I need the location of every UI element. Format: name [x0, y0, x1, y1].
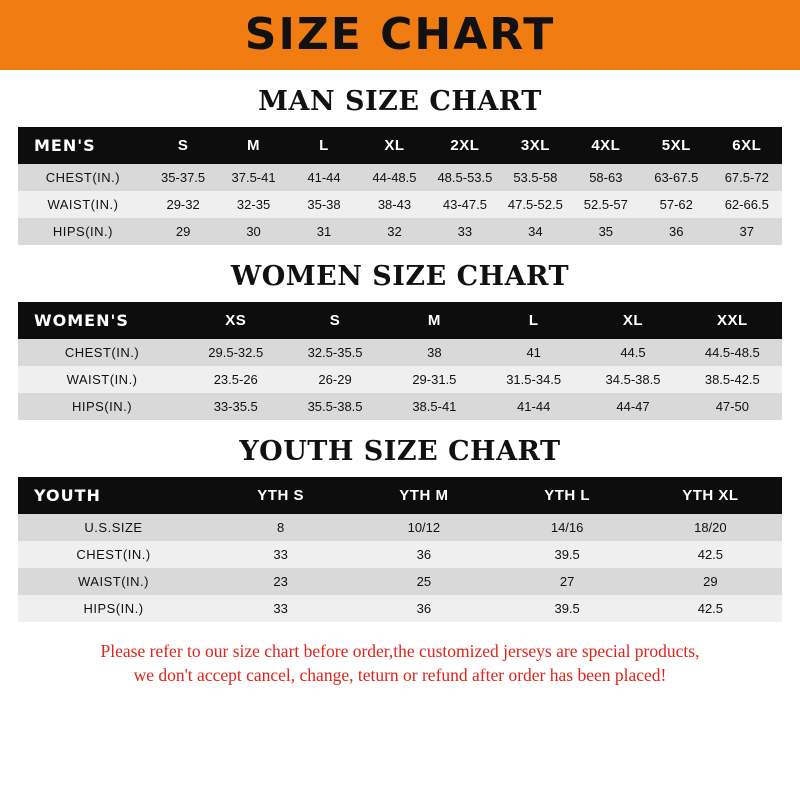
men-size-table: [18, 127, 782, 245]
women-chest-l: 41: [484, 339, 583, 366]
men-chest-m: 37.5-41: [218, 164, 288, 191]
youth-chest-l: 39.5: [496, 541, 639, 568]
table-header-row: [18, 477, 782, 514]
youth-header-l: YTH L: [496, 477, 639, 514]
men-chest-l: 41-44: [289, 164, 359, 191]
men-chest-6xl: 67.5-72: [712, 164, 783, 191]
women-waist-l: 31.5-34.5: [484, 366, 583, 393]
youth-waist-l: 27: [496, 568, 639, 595]
men-header-m: M: [218, 127, 288, 164]
women-waist-xs: 23.5-26: [186, 366, 285, 393]
women-waist-m: 29-31.5: [385, 366, 484, 393]
men-hips-2xl: 33: [430, 218, 500, 245]
men-header-5xl: 5XL: [641, 127, 711, 164]
women-waist-s: 26-29: [285, 366, 384, 393]
women-hips-xs: 33-35.5: [186, 393, 285, 420]
men-header-4xl: 4XL: [571, 127, 641, 164]
youth-row-label-ussize: U.S.SIZE: [18, 514, 209, 541]
men-hips-m: 30: [218, 218, 288, 245]
women-size-table: [18, 302, 782, 420]
women-waist-xxl: 38.5-42.5: [683, 366, 782, 393]
women-section-title: WOMEN SIZE CHART: [230, 261, 570, 292]
youth-row-label-hips: HIPS(IN.): [18, 595, 209, 622]
chart-content: [0, 86, 800, 687]
men-header-xl: XL: [359, 127, 429, 164]
men-table-body: [18, 164, 782, 245]
women-row-label-waist: WAIST(IN.): [18, 366, 186, 393]
men-chest-4xl: 58-63: [571, 164, 641, 191]
women-header-xs: XS: [186, 302, 285, 339]
men-header-3xl: 3XL: [500, 127, 570, 164]
men-waist-s: 29-32: [148, 191, 218, 218]
youth-waist-m: 25: [352, 568, 495, 595]
youth-row-label-chest: CHEST(IN.): [18, 541, 209, 568]
youth-header-xl: YTH XL: [639, 477, 782, 514]
women-header-l: L: [484, 302, 583, 339]
men-waist-2xl: 43-47.5: [430, 191, 500, 218]
men-hips-4xl: 35: [571, 218, 641, 245]
table-row: [18, 541, 782, 568]
youth-chest-m: 36: [352, 541, 495, 568]
men-chest-s: 35-37.5: [148, 164, 218, 191]
youth-size-table: [18, 477, 782, 622]
table-row: [18, 595, 782, 622]
youth-hips-xl: 42.5: [639, 595, 782, 622]
table-row: [18, 218, 782, 245]
women-hips-xl: 44-47: [583, 393, 682, 420]
table-row: [18, 191, 782, 218]
youth-section-title: YOUTH SIZE CHART: [239, 436, 561, 467]
women-chest-m: 38: [385, 339, 484, 366]
table-row: [18, 164, 782, 191]
men-hips-l: 31: [289, 218, 359, 245]
youth-header-s: YTH S: [209, 477, 352, 514]
table-row: [18, 339, 782, 366]
youth-header-m: YTH M: [352, 477, 495, 514]
women-chest-xl: 44.5: [583, 339, 682, 366]
youth-ussize-l: 14/16: [496, 514, 639, 541]
youth-hips-m: 36: [352, 595, 495, 622]
men-hips-3xl: 34: [500, 218, 570, 245]
men-chest-2xl: 48.5-53.5: [430, 164, 500, 191]
men-hips-5xl: 36: [641, 218, 711, 245]
women-hips-xxl: 47-50: [683, 393, 782, 420]
men-waist-4xl: 52.5-57: [571, 191, 641, 218]
women-hips-l: 41-44: [484, 393, 583, 420]
youth-row-label-waist: WAIST(IN.): [18, 568, 209, 595]
youth-ussize-s: 8: [209, 514, 352, 541]
youth-ussize-xl: 18/20: [639, 514, 782, 541]
footer-note-line-1: Please refer to our size chart before order,the customized jerseys are special products,: [100, 641, 700, 661]
youth-hips-s: 33: [209, 595, 352, 622]
page-title: SIZE CHART: [244, 9, 556, 60]
women-header-xl: XL: [583, 302, 682, 339]
table-row: [18, 393, 782, 420]
men-waist-xl: 38-43: [359, 191, 429, 218]
men-section-title: MAN SIZE CHART: [258, 86, 542, 117]
men-waist-3xl: 47.5-52.5: [500, 191, 570, 218]
youth-chest-s: 33: [209, 541, 352, 568]
women-hips-m: 38.5-41: [385, 393, 484, 420]
men-waist-l: 35-38: [289, 191, 359, 218]
men-waist-5xl: 57-62: [641, 191, 711, 218]
men-header-label: MEN'S: [18, 127, 148, 164]
women-chest-s: 32.5-35.5: [285, 339, 384, 366]
men-header-l: L: [289, 127, 359, 164]
table-header-row: [18, 302, 782, 339]
women-table-body: [18, 339, 782, 420]
men-header-6xl: 6XL: [712, 127, 783, 164]
men-chest-3xl: 53.5-58: [500, 164, 570, 191]
men-row-label-chest: CHEST(IN.): [18, 164, 148, 191]
men-hips-6xl: 37: [712, 218, 783, 245]
men-hips-s: 29: [148, 218, 218, 245]
men-table-head: [18, 127, 782, 164]
women-header-s: S: [285, 302, 384, 339]
women-header-xxl: XXL: [683, 302, 782, 339]
men-header-2xl: 2XL: [430, 127, 500, 164]
women-row-label-chest: CHEST(IN.): [18, 339, 186, 366]
youth-chest-xl: 42.5: [639, 541, 782, 568]
men-waist-m: 32-35: [218, 191, 288, 218]
women-header-label: WOMEN'S: [18, 302, 186, 339]
women-table-head: [18, 302, 782, 339]
women-waist-xl: 34.5-38.5: [583, 366, 682, 393]
youth-waist-s: 23: [209, 568, 352, 595]
women-header-m: M: [385, 302, 484, 339]
table-row: [18, 366, 782, 393]
table-row: [18, 514, 782, 541]
men-row-label-hips: HIPS(IN.): [18, 218, 148, 245]
footer-note: [18, 640, 782, 687]
men-waist-6xl: 62-66.5: [712, 191, 783, 218]
women-row-label-hips: HIPS(IN.): [18, 393, 186, 420]
men-chest-xl: 44-48.5: [359, 164, 429, 191]
table-header-row: [18, 127, 782, 164]
men-chest-5xl: 63-67.5: [641, 164, 711, 191]
youth-table-head: [18, 477, 782, 514]
men-row-label-waist: WAIST(IN.): [18, 191, 148, 218]
youth-hips-l: 39.5: [496, 595, 639, 622]
women-chest-xxl: 44.5-48.5: [683, 339, 782, 366]
men-header-s: S: [148, 127, 218, 164]
men-hips-xl: 32: [359, 218, 429, 245]
youth-header-label: YOUTH: [18, 477, 209, 514]
table-row: [18, 568, 782, 595]
youth-ussize-m: 10/12: [352, 514, 495, 541]
youth-waist-xl: 29: [639, 568, 782, 595]
youth-table-body: [18, 514, 782, 622]
women-chest-xs: 29.5-32.5: [186, 339, 285, 366]
banner: [0, 0, 800, 70]
women-hips-s: 35.5-38.5: [285, 393, 384, 420]
footer-note-line-2: we don't accept cancel, change, teturn or refund after order has been placed!: [133, 664, 667, 685]
